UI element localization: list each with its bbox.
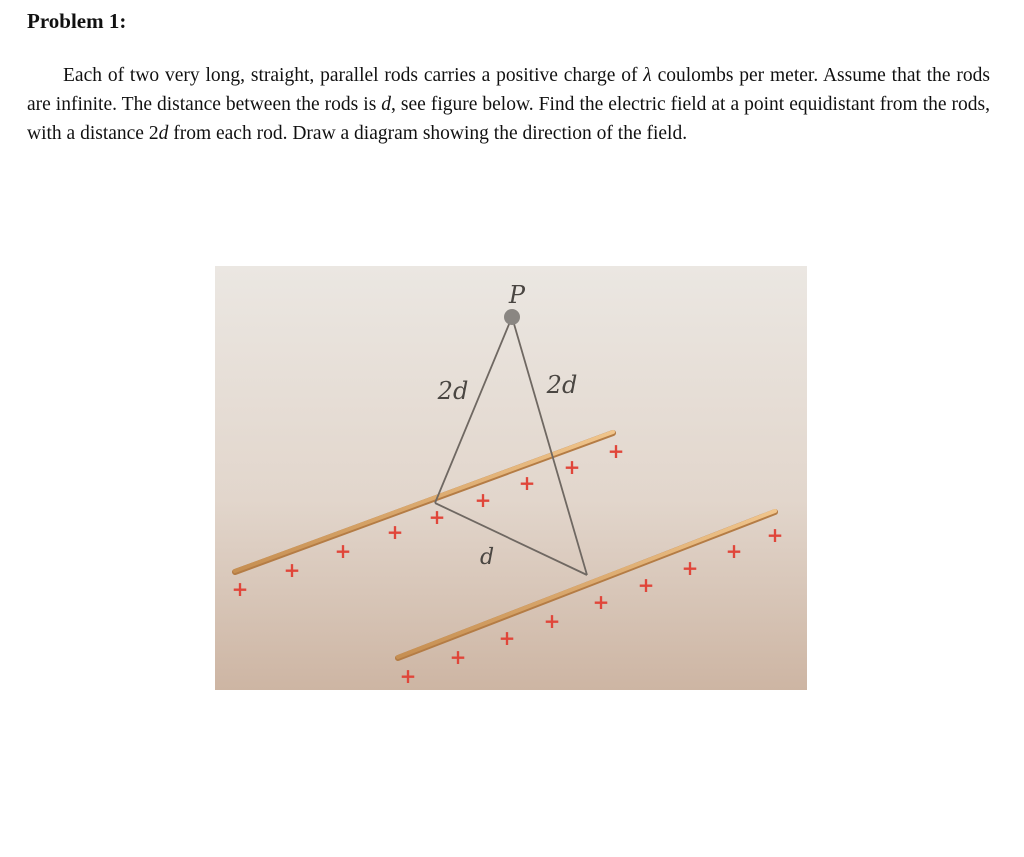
problem-text-part-1: Each of two very long, straight, parallel rods carries a positive charge of xyxy=(63,65,644,86)
upper-rod-charge: + xyxy=(231,577,249,601)
charged-rods-figure xyxy=(215,266,807,690)
lower-rod-charge: + xyxy=(766,523,784,547)
upper-rod-charge: + xyxy=(607,439,625,463)
distance-2d-symbol: d xyxy=(158,123,169,144)
problem-title: Problem 1: xyxy=(27,9,127,33)
lower-rod-charge: + xyxy=(592,590,610,614)
lower-rod-charge: + xyxy=(498,626,516,650)
lambda-symbol: λ xyxy=(643,65,652,86)
figure-svg xyxy=(215,266,807,690)
lower-rod-charge: + xyxy=(399,664,417,688)
problem-text-part-3: , see figure below. Find the electric field at a point equidistant from the rods, with a distance 2 xyxy=(27,94,990,144)
left-2d-label: 2d xyxy=(437,377,469,405)
point-p-label: P xyxy=(508,281,526,309)
lower-rod-charge: + xyxy=(725,539,743,563)
upper-rod-charge: + xyxy=(283,558,301,582)
lower-rod-charge: + xyxy=(543,609,561,633)
lower-rod-charge: + xyxy=(681,556,699,580)
problem-statement xyxy=(27,61,990,148)
right-2d-label: 2d xyxy=(546,371,578,399)
problem-text-part-2: coulombs per meter. Assume that the rods are infinite. The distance between the rods is xyxy=(27,65,990,115)
separation-d-label: d xyxy=(479,545,495,570)
lower-rod-charge: + xyxy=(637,573,655,597)
distance-d-symbol: d xyxy=(381,94,392,115)
problem-text-part-4: from each rod. Draw a diagram showing the direction of the field. xyxy=(168,123,688,144)
upper-rod-charge: + xyxy=(334,539,352,563)
upper-rod-charge: + xyxy=(428,505,446,529)
upper-rod-charge: + xyxy=(518,471,536,495)
upper-rod-charge: + xyxy=(563,455,581,479)
point-p-dot xyxy=(504,309,520,325)
lower-rod-charge: + xyxy=(449,645,467,669)
upper-rod-charge: + xyxy=(474,488,492,512)
upper-rod-charge: + xyxy=(386,520,404,544)
